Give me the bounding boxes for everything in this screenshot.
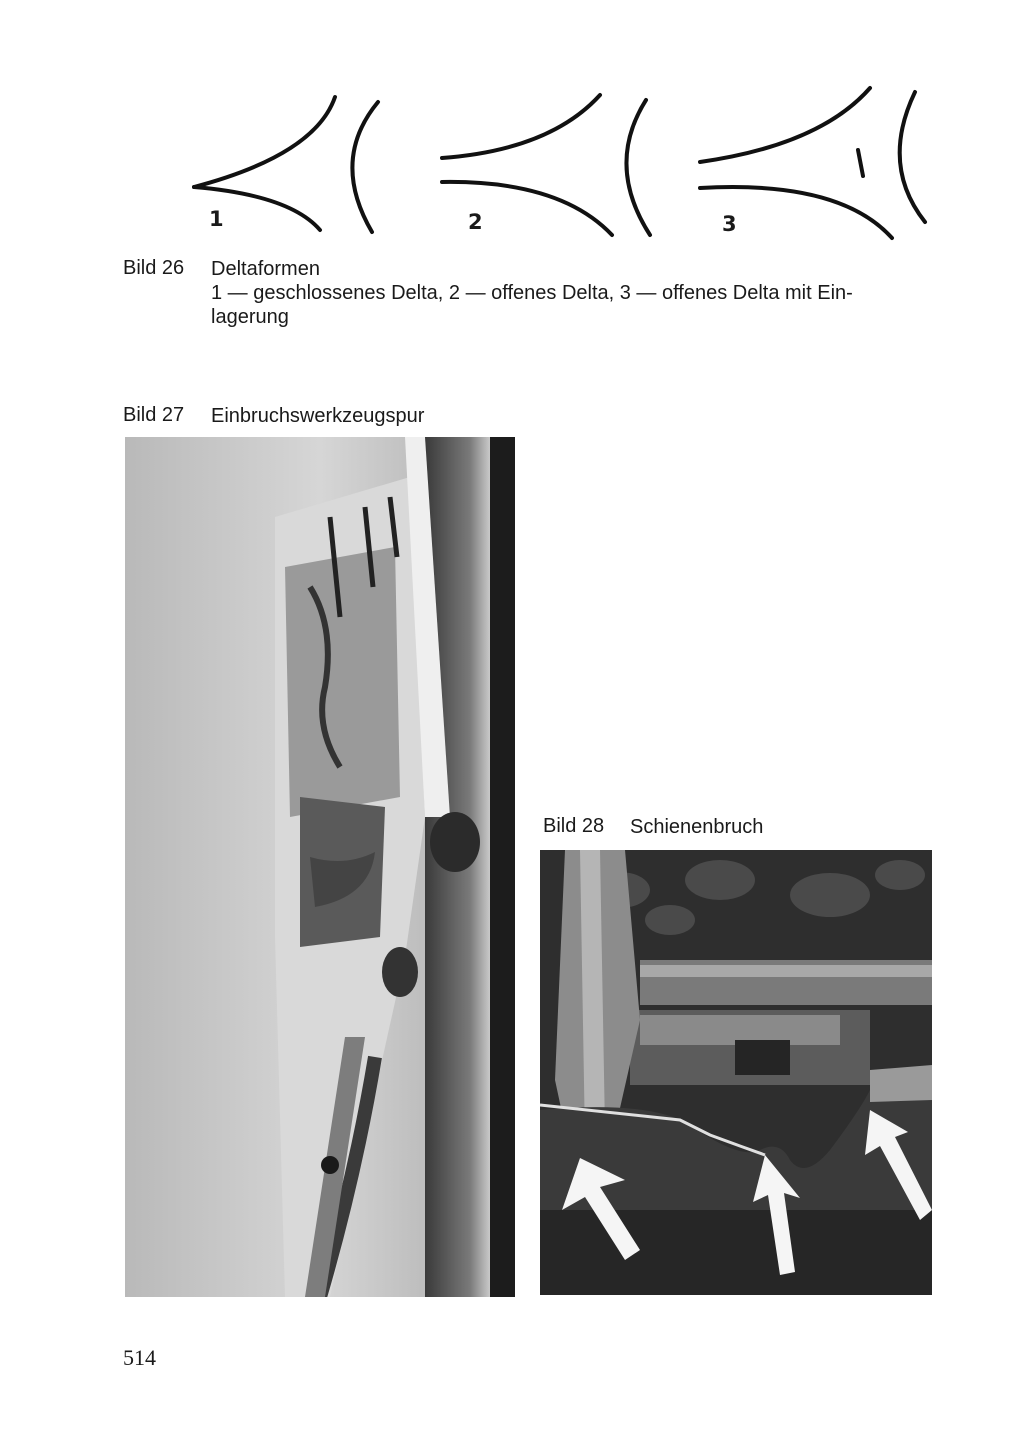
figure26-description-line1: 1 — geschlossenes Delta, 2 — offenes Delta, 3 — offenes Delta mit Ein- bbox=[211, 282, 853, 304]
figure26-label: Bild 26 bbox=[123, 257, 185, 279]
delta-number-3: 3 bbox=[722, 212, 737, 236]
figure28-label: Bild 28 bbox=[543, 815, 605, 837]
rail-break-photo-illustration bbox=[540, 850, 932, 1295]
figure28-photo bbox=[540, 850, 932, 1295]
delta-number-1: 1 bbox=[209, 207, 224, 231]
figure27-photo bbox=[125, 437, 515, 1297]
figure26-title: Deltaformen bbox=[211, 258, 320, 280]
delta-number-2: 2 bbox=[468, 210, 483, 234]
page-number: 514 bbox=[123, 1345, 156, 1370]
figure27-label: Bild 27 bbox=[123, 404, 185, 426]
tool-mark-photo-illustration bbox=[125, 437, 515, 1297]
delta-forms-drawing bbox=[180, 80, 940, 250]
figure27-title: Einbruchswerkzeugspur bbox=[211, 405, 425, 427]
figure26-description-line2: lagerung bbox=[211, 306, 289, 328]
figure28-title: Schienenbruch bbox=[630, 816, 764, 838]
